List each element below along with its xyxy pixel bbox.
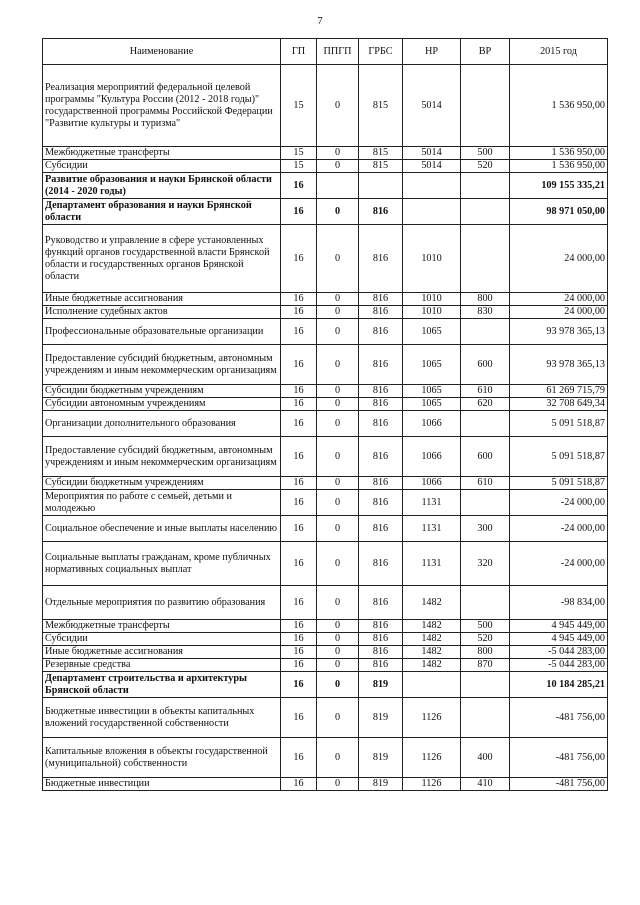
table-row: [43, 345, 608, 385]
table-row: [43, 225, 608, 293]
row-vr: 620: [461, 398, 510, 411]
row-gp: 16: [281, 516, 317, 542]
row-vr: 600: [461, 437, 510, 477]
row-gp: 16: [281, 385, 317, 398]
row-vr: 610: [461, 477, 510, 490]
row-name: Развитие образования и науки Брянской области (2014 - 2020 годы): [43, 173, 281, 199]
row-ppgp: 0: [317, 778, 359, 791]
header-grbs: ГРБС: [359, 39, 403, 65]
row-nr: 1126: [403, 778, 461, 791]
table-row: [43, 199, 608, 225]
row-name: Организации дополнительного образования: [43, 411, 281, 437]
row-nr: 1131: [403, 542, 461, 586]
row-vr: [461, 225, 510, 293]
row-ppgp: [317, 173, 359, 199]
table-row: [43, 293, 608, 306]
row-nr: 1010: [403, 306, 461, 319]
row-grbs: 816: [359, 633, 403, 646]
row-name: Субсидии бюджетным учреждениям: [43, 385, 281, 398]
row-name: Руководство и управление в сфере установленных функций органов государственной власти Брянской области и государственных органов Брянской области: [43, 225, 281, 293]
row-vr: 500: [461, 147, 510, 160]
row-grbs: 819: [359, 698, 403, 738]
row-amount: 32 708 649,34: [510, 398, 608, 411]
row-ppgp: 0: [317, 411, 359, 437]
row-nr: 1131: [403, 516, 461, 542]
row-amount: 24 000,00: [510, 306, 608, 319]
row-ppgp: 0: [317, 698, 359, 738]
row-name: Бюджетные инвестиции в объекты капитальных вложений государственной собственности: [43, 698, 281, 738]
header-nr: НР: [403, 39, 461, 65]
row-name: Департамент образования и науки Брянской области: [43, 199, 281, 225]
budget-table: [42, 38, 608, 791]
row-gp: 16: [281, 490, 317, 516]
row-amount: 5 091 518,87: [510, 437, 608, 477]
row-ppgp: 0: [317, 293, 359, 306]
row-ppgp: 0: [317, 542, 359, 586]
row-name: Межбюджетные трансферты: [43, 620, 281, 633]
row-amount: -5 044 283,00: [510, 646, 608, 659]
table-row: [43, 160, 608, 173]
row-amount: -24 000,00: [510, 516, 608, 542]
row-vr: 600: [461, 345, 510, 385]
row-grbs: 816: [359, 516, 403, 542]
row-gp: 16: [281, 199, 317, 225]
row-name: Социальные выплаты гражданам, кроме публичных нормативных социальных выплат: [43, 542, 281, 586]
table-row: [43, 620, 608, 633]
row-gp: 16: [281, 659, 317, 672]
row-gp: 16: [281, 306, 317, 319]
row-nr: 1065: [403, 345, 461, 385]
row-gp: 15: [281, 160, 317, 173]
row-gp: 16: [281, 293, 317, 306]
row-vr: 870: [461, 659, 510, 672]
row-amount: -481 756,00: [510, 778, 608, 791]
row-grbs: 816: [359, 293, 403, 306]
table-row: [43, 319, 608, 345]
row-ppgp: 0: [317, 490, 359, 516]
row-ppgp: 0: [317, 147, 359, 160]
row-gp: 15: [281, 65, 317, 147]
row-gp: 16: [281, 778, 317, 791]
row-grbs: 819: [359, 738, 403, 778]
row-grbs: 816: [359, 319, 403, 345]
row-vr: [461, 586, 510, 620]
row-grbs: 816: [359, 477, 403, 490]
row-amount: 24 000,00: [510, 225, 608, 293]
row-grbs: 816: [359, 490, 403, 516]
row-name: Резервные средства: [43, 659, 281, 672]
row-vr: 410: [461, 778, 510, 791]
row-gp: 15: [281, 147, 317, 160]
row-nr: 1010: [403, 293, 461, 306]
row-name: Исполнение судебных актов: [43, 306, 281, 319]
row-amount: 24 000,00: [510, 293, 608, 306]
row-grbs: 816: [359, 306, 403, 319]
header-row: [43, 39, 608, 65]
row-nr: 1482: [403, 646, 461, 659]
row-vr: [461, 65, 510, 147]
row-nr: 1010: [403, 225, 461, 293]
row-grbs: 816: [359, 345, 403, 385]
table-row: [43, 633, 608, 646]
row-name: Предоставление субсидий бюджетным, автономным учреждениям и иным некоммерческим организациям: [43, 345, 281, 385]
row-grbs: 816: [359, 225, 403, 293]
row-nr: 1482: [403, 620, 461, 633]
row-gp: 16: [281, 173, 317, 199]
row-name: Социальное обеспечение и иные выплаты населению: [43, 516, 281, 542]
row-grbs: 816: [359, 385, 403, 398]
row-amount: 10 184 285,21: [510, 672, 608, 698]
row-amount: -98 834,00: [510, 586, 608, 620]
row-grbs: 815: [359, 65, 403, 147]
row-name: Департамент строительства и архитектуры Брянской области: [43, 672, 281, 698]
row-vr: 400: [461, 738, 510, 778]
table-row: [43, 659, 608, 672]
table-row: [43, 646, 608, 659]
table-row: [43, 477, 608, 490]
row-ppgp: 0: [317, 633, 359, 646]
row-nr: 1066: [403, 411, 461, 437]
table-row: [43, 490, 608, 516]
row-nr: 1066: [403, 477, 461, 490]
row-vr: [461, 173, 510, 199]
row-nr: [403, 199, 461, 225]
table-row: [43, 672, 608, 698]
row-grbs: 816: [359, 659, 403, 672]
row-nr: 1065: [403, 319, 461, 345]
row-gp: 16: [281, 672, 317, 698]
row-vr: 830: [461, 306, 510, 319]
row-name: Субсидии: [43, 633, 281, 646]
row-amount: 61 269 715,79: [510, 385, 608, 398]
row-amount: -24 000,00: [510, 490, 608, 516]
row-nr: 1066: [403, 437, 461, 477]
row-amount: -481 756,00: [510, 738, 608, 778]
row-name: Реализация мероприятий федеральной целевой программы "Культура России (2012 - 2018 годы)" государственной программы Российской Федерации "Развитие культуры и туризма": [43, 65, 281, 147]
row-vr: 610: [461, 385, 510, 398]
row-ppgp: 0: [317, 319, 359, 345]
row-ppgp: 0: [317, 516, 359, 542]
table-row: [43, 778, 608, 791]
row-ppgp: 0: [317, 345, 359, 385]
row-name: Межбюджетные трансферты: [43, 147, 281, 160]
row-vr: [461, 672, 510, 698]
row-vr: 520: [461, 633, 510, 646]
header-year: 2015 год: [510, 39, 608, 65]
row-grbs: 816: [359, 620, 403, 633]
row-amount: -5 044 283,00: [510, 659, 608, 672]
row-name: Иные бюджетные ассигнования: [43, 646, 281, 659]
row-name: Бюджетные инвестиции: [43, 778, 281, 791]
row-ppgp: 0: [317, 199, 359, 225]
table-row: [43, 147, 608, 160]
row-ppgp: 0: [317, 160, 359, 173]
row-gp: 16: [281, 345, 317, 385]
row-name: Отдельные мероприятия по развитию образования: [43, 586, 281, 620]
row-name: Иные бюджетные ассигнования: [43, 293, 281, 306]
row-grbs: 816: [359, 437, 403, 477]
row-vr: 500: [461, 620, 510, 633]
table-row: [43, 437, 608, 477]
row-vr: 800: [461, 646, 510, 659]
row-gp: 16: [281, 319, 317, 345]
row-ppgp: 0: [317, 586, 359, 620]
row-gp: 16: [281, 738, 317, 778]
row-vr: 800: [461, 293, 510, 306]
row-nr: 1065: [403, 398, 461, 411]
row-amount: 93 978 365,13: [510, 319, 608, 345]
row-vr: [461, 319, 510, 345]
row-amount: 93 978 365,13: [510, 345, 608, 385]
row-gp: 16: [281, 646, 317, 659]
row-ppgp: 0: [317, 672, 359, 698]
table-row: [43, 542, 608, 586]
row-nr: 1482: [403, 586, 461, 620]
row-grbs: 816: [359, 542, 403, 586]
row-name: Мероприятия по работе с семьей, детьми и молодежью: [43, 490, 281, 516]
row-ppgp: 0: [317, 225, 359, 293]
table-row: [43, 385, 608, 398]
row-name: Предоставление субсидий бюджетным, автономным учреждениям и иным некоммерческим организациям: [43, 437, 281, 477]
row-amount: 4 945 449,00: [510, 633, 608, 646]
row-nr: 5014: [403, 65, 461, 147]
row-grbs: 816: [359, 199, 403, 225]
row-ppgp: 0: [317, 398, 359, 411]
row-nr: 1482: [403, 659, 461, 672]
table-row: [43, 65, 608, 147]
row-grbs: 816: [359, 411, 403, 437]
row-amount: 98 971 050,00: [510, 199, 608, 225]
row-nr: 1131: [403, 490, 461, 516]
row-ppgp: 0: [317, 385, 359, 398]
row-amount: -481 756,00: [510, 698, 608, 738]
table-row: [43, 586, 608, 620]
row-grbs: [359, 173, 403, 199]
row-ppgp: 0: [317, 477, 359, 490]
row-nr: [403, 173, 461, 199]
row-gp: 16: [281, 698, 317, 738]
row-vr: 520: [461, 160, 510, 173]
table-row: [43, 306, 608, 319]
row-grbs: 815: [359, 147, 403, 160]
row-grbs: 816: [359, 398, 403, 411]
row-name: Субсидии: [43, 160, 281, 173]
row-gp: 16: [281, 411, 317, 437]
row-amount: 4 945 449,00: [510, 620, 608, 633]
header-ppgp: ППГП: [317, 39, 359, 65]
row-vr: [461, 199, 510, 225]
row-name: Капитальные вложения в объекты государственной (муниципальной) собственности: [43, 738, 281, 778]
row-ppgp: 0: [317, 659, 359, 672]
header-gp: ГП: [281, 39, 317, 65]
row-ppgp: 0: [317, 738, 359, 778]
row-nr: 5014: [403, 160, 461, 173]
row-nr: 1482: [403, 633, 461, 646]
row-name: Субсидии автономным учреждениям: [43, 398, 281, 411]
row-gp: 16: [281, 477, 317, 490]
table-row: [43, 738, 608, 778]
header-vr: ВР: [461, 39, 510, 65]
row-vr: [461, 411, 510, 437]
row-nr: 1126: [403, 698, 461, 738]
row-nr: 5014: [403, 147, 461, 160]
row-gp: 16: [281, 542, 317, 586]
row-ppgp: 0: [317, 306, 359, 319]
row-amount: 1 536 950,00: [510, 160, 608, 173]
row-amount: 5 091 518,87: [510, 411, 608, 437]
row-vr: 300: [461, 516, 510, 542]
row-ppgp: 0: [317, 437, 359, 477]
table-row: [43, 173, 608, 199]
page-number: 7: [317, 15, 323, 27]
row-grbs: 819: [359, 778, 403, 791]
row-amount: 5 091 518,87: [510, 477, 608, 490]
row-grbs: 816: [359, 586, 403, 620]
table-row: [43, 398, 608, 411]
row-vr: [461, 490, 510, 516]
row-name: Субсидии бюджетным учреждениям: [43, 477, 281, 490]
row-amount: 1 536 950,00: [510, 65, 608, 147]
row-ppgp: 0: [317, 65, 359, 147]
row-vr: 320: [461, 542, 510, 586]
row-amount: 109 155 335,21: [510, 173, 608, 199]
table-row: [43, 411, 608, 437]
table-row: [43, 698, 608, 738]
row-nr: [403, 672, 461, 698]
row-gp: 16: [281, 620, 317, 633]
row-gp: 16: [281, 586, 317, 620]
row-ppgp: 0: [317, 646, 359, 659]
row-ppgp: 0: [317, 620, 359, 633]
row-nr: 1065: [403, 385, 461, 398]
row-gp: 16: [281, 398, 317, 411]
row-gp: 16: [281, 225, 317, 293]
row-vr: [461, 698, 510, 738]
row-name: Профессиональные образовательные организации: [43, 319, 281, 345]
header-name: Наименование: [43, 39, 281, 65]
row-grbs: 815: [359, 160, 403, 173]
row-nr: 1126: [403, 738, 461, 778]
row-amount: 1 536 950,00: [510, 147, 608, 160]
row-grbs: 819: [359, 672, 403, 698]
row-amount: -24 000,00: [510, 542, 608, 586]
row-gp: 16: [281, 633, 317, 646]
row-grbs: 816: [359, 646, 403, 659]
table-row: [43, 516, 608, 542]
row-gp: 16: [281, 437, 317, 477]
